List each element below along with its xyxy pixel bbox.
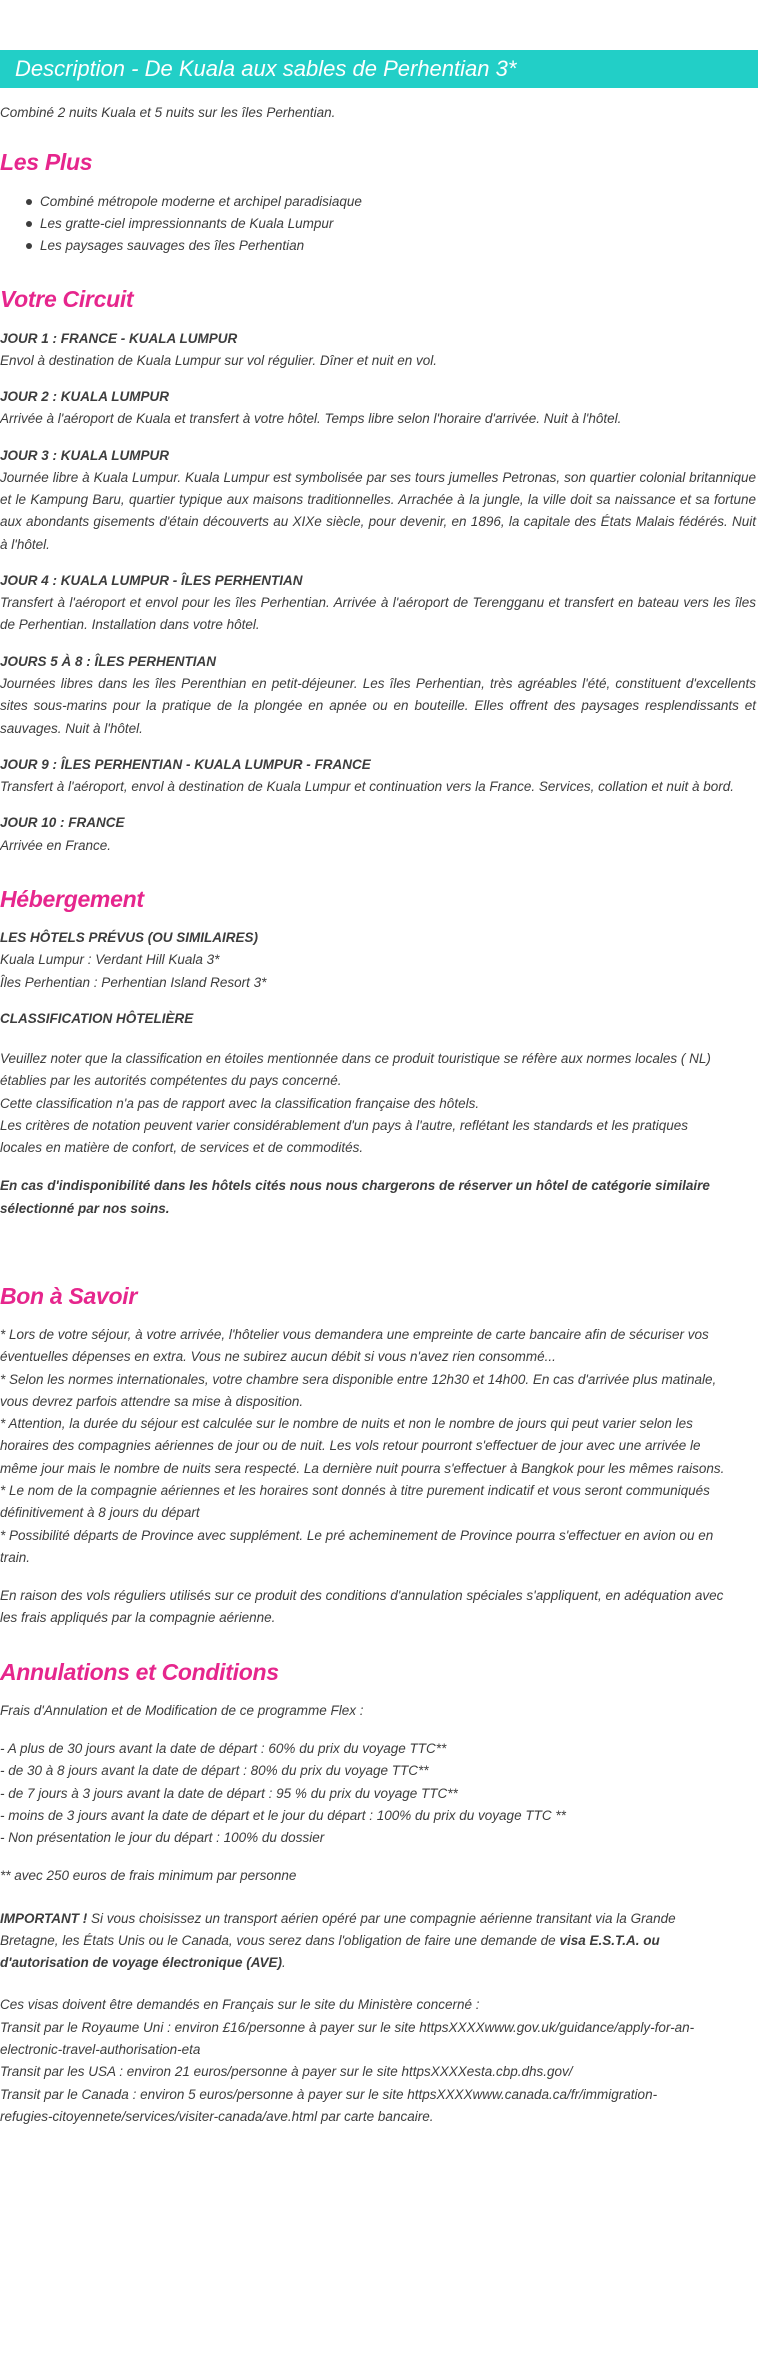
hotel-line: Kuala Lumpur : Verdant Hill Kuala 3* (0, 952, 220, 968)
day-text: Transfert à l'aéroport, envol à destination de Kuala Lumpur et continuation vers la France. Services, collation et nuit à bord. (0, 779, 734, 795)
day-3 (0, 445, 756, 556)
fee-line: - A plus de 30 jours avant la date de départ : 60% du prix du voyage TTC** (0, 1741, 447, 1757)
vols-notice: En raison des vols réguliers utilisés sur ce produit des conditions d'annulation spéciales s'appliquent, en adéquation avec les frais appliqués par la compagnie aérienne. (0, 1588, 724, 1626)
classification-title: CLASSIFICATION HÔTELIÈRE (0, 1010, 194, 1026)
day-1 (0, 328, 756, 373)
fee-line: - de 30 à 8 jours avant la date de départ : 80% du prix du voyage TTC** (0, 1763, 429, 1779)
day-title: JOUR 10 : FRANCE (0, 815, 125, 831)
banner-title: Description - De Kuala aux sables de Perhentian 3* (15, 56, 517, 81)
plus-item: Combiné métropole moderne et archipel paradisiaque (40, 191, 758, 213)
day-9 (0, 754, 756, 799)
indispo-notice: En cas d'indisponibilité dans les hôtels cités nous nous chargerons de réserver un hôtel de catégorie similaire sélectionné par nos soins. (0, 1178, 710, 1216)
fee-line: - de 7 jours à 3 jours avant la date de départ : 95 % du prix du voyage TTC** (0, 1785, 458, 1801)
day-title: JOUR 4 : KUALA LUMPUR - ÎLES PERHENTIAN (0, 572, 303, 588)
section-title-hebergement: Hébergement (0, 885, 144, 912)
hotel-line: Îles Perhentian : Perhentian Island Resort 3* (0, 974, 267, 990)
section-title-plus: Les Plus (0, 149, 93, 176)
bullet-icon (26, 199, 32, 205)
day-title: JOUR 9 : ÎLES PERHENTIAN - KUALA LUMPUR - FRANCE (0, 756, 371, 772)
classification-title-block (0, 1008, 756, 1030)
important-label: IMPORTANT ! (0, 1910, 88, 1926)
day-10 (0, 812, 756, 857)
day-text: Arrivée à l'aéroport de Kuala et transfert à votre hôtel. Temps libre selon l'horaire d'arrivée. Nuit à l'hôtel. (0, 411, 622, 427)
annulation-intro: Frais d'Annulation et de Modification de ce programme Flex : (0, 1702, 364, 1718)
annulation-fees (0, 1738, 756, 1849)
plus-item: Les gratte-ciel impressionnants de Kuala Lumpur (40, 213, 758, 235)
day-title: JOUR 2 : KUALA LUMPUR (0, 389, 170, 405)
section-title-savoir: Bon à Savoir (0, 1282, 137, 1309)
plus-list (0, 191, 758, 258)
day-text: Envol à destination de Kuala Lumpur sur vol régulier. Dîner et nuit en vol. (0, 352, 437, 368)
fee-line: - Non présentation le jour du départ : 100% du dossier (0, 1830, 325, 1846)
day-title: JOUR 1 : FRANCE - KUALA LUMPUR (0, 330, 238, 346)
intro-text: Combiné 2 nuits Kuala et 5 nuits sur les îles Perhentian. (0, 105, 336, 121)
bullet-icon (26, 221, 32, 227)
day-title: JOUR 3 : KUALA LUMPUR (0, 447, 170, 463)
day-title: JOURS 5 À 8 : ÎLES PERHENTIAN (0, 653, 217, 669)
fee-line: - moins de 3 jours avant la date de départ et le jour du départ : 100% du prix du voyage TTC ** (0, 1807, 566, 1823)
bullet-icon (26, 243, 32, 249)
section-title-annulations: Annulations et Conditions (0, 1658, 279, 1685)
day-2 (0, 386, 756, 431)
visa-info: Ces visas doivent être demandés en Français sur le site du Ministère concerné : Transit par le Royaume Uni : environ £16/personne à payer sur le site httpsXXXXwww.gov.uk/guidance/apply-for-an- electronic-travel-authorisation-eta Transit par les USA : environ 21 euros/personne à payer sur le site httpsXXXXesta.cbp.dhs.gov/ Transit par le Canada : environ 5 euros/personne à payer sur le site httpsXXXXwww.canada.ca/fr/immigration- refugies-citoyennete/services/visiter-canada/ave.html par carte bancaire. (0, 1997, 695, 2124)
hotels-title: LES HÔTELS PRÉVUS (OU SIMILAIRES) (0, 930, 259, 946)
hotels-block (0, 927, 756, 994)
plus-item: Les paysages sauvages des îles Perhentian (40, 235, 758, 257)
day-text: Journée libre à Kuala Lumpur. Kuala Lumpur est symbolisée par ses tours jumelles Petronas, son quartier colonial britannique et le Kampung Baru, quartier typique aux maisons traditionnelles. Arrachée à la jungle, la ville doit sa naissance et sa fortune aux abondants gisements d'étain découverts au XIXe siècle, pour devenir, en 1896, la capitale des États Malais fédérés. Nuit à l'hôtel. (0, 469, 756, 552)
description-banner (0, 50, 758, 88)
day-4 (0, 570, 756, 637)
day-text: Arrivée en France. (0, 837, 112, 853)
day-text: Transfert à l'aéroport et envol pour les îles Perhentian. Arrivée à l'aéroport de Terengganu et transfert en bateau vers les îles de Perhentian. Installation dans votre hôtel. (0, 595, 756, 633)
days-5-8 (0, 651, 756, 740)
classification-text: Veuillez noter que la classification en étoiles mentionnée dans ce produit touristique se réfère aux normes locales ( NL) établies par les autorités compétentes du pays concerné. Cette classification n'a pas de rapport avec la classification française des hôtels. Les critères de notation peuvent varier considérablement d'un pays à l'autre, reflétant les standards et les pratiques locales en matière de confort, de services et de commodités. (0, 1051, 711, 1156)
important-notice: IMPORTANT ! Si vous choisissez un transport aérien opéré par une compagnie aérienne transitant via la Grande Bretagne, les États Unis ou le Canada, vous serez dans l'obligation de faire une demande de visa E.S.T.A. ou d'autorisation de voyage électronique (AVE). (0, 1910, 676, 1971)
savoir-notes: * Lors de votre séjour, à votre arrivée, l'hôtelier vous demandera une empreinte de carte bancaire afin de sécuriser vos éventuelles dépenses en extra. Vous ne subirez aucun débit si vous n'avez rien consommé... * Selon les normes internationales, votre chambre sera disponible entre 12h30 et 14h00. En cas d'arrivée plus matinale, vous devrez parfois attendre sa mise à disposition. * Attention, la durée du séjour est calculée sur le nombre de nuits et non le nombre de jours qui peut varier selon les horaires des compagnies aériennes de jour ou de nuit. Les vols retour pourront s'effectuer de jour avec une arrivée le même jour mais le nombre de nuits sera respecté. La dernière nuit pourra s'effectuer à Bangkok pour les mêmes raisons. * Le nom de la compagnie aériennes et les horaires sont donnés à titre purement indicatif et vous seront communiqués définitivement à 8 jours du départ * Possibilité départs de Province avec supplément. Le pré acheminement de Province pourra s'effectuer en avion ou en train. (0, 1327, 725, 1565)
day-text: Journées libres dans les îles Perenthian en petit-déjeuner. Les îles Perhentian, très agréables l'été, constituent d'excellents sites sous-marins pour la pratique de la plongée en apnée ou en bouteille. Elles offrent des paysages resplendissants et sauvages. Nuit à l'hôtel. (0, 675, 756, 736)
section-title-circuit: Votre Circuit (0, 286, 134, 313)
minimum-fee: ** avec 250 euros de frais minimum par personne (0, 1868, 297, 1884)
spacer (0, 1234, 758, 1280)
